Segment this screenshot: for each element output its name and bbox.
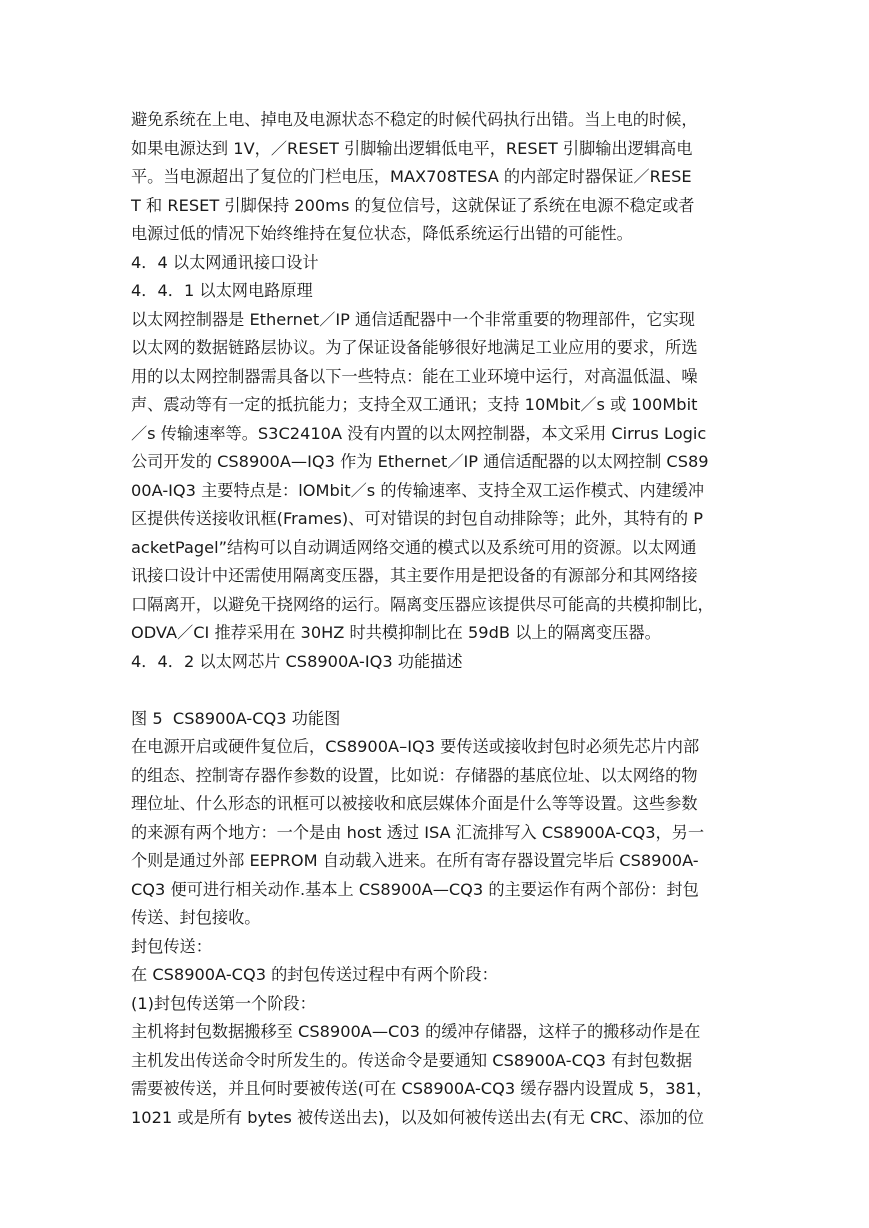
text-line: 个则是通过外部 EEPROM 自动载入进来。在所有寄存器设置完毕后 CS8900A- [131, 851, 699, 870]
section-heading [131, 249, 743, 278]
text-line: CQ3 便可进行相关动作.基本上 CS8900A—CQ3 的主要运作有两个部份：封包 [131, 879, 699, 899]
text-line: (1)封包传送第一个阶段： [131, 993, 316, 1013]
heading-text: 4．4 以太网通讯接口设计 [131, 252, 319, 272]
text-line: 以太网的数据链路层协议。为了保证设备能够很好地满足工业应用的要求，所选 [131, 338, 698, 357]
document-page [131, 106, 743, 1132]
text-line: 传送、封包接收。 [131, 908, 261, 927]
text-line: 口隔离开，以避免干挠网络的运行。隔离变压器应该提供尽可能高的共模抑制比， [131, 594, 714, 614]
text-line: 的来源有两个地方：一个是由 host 透过 ISA 汇流排写入 CS8900A-CQ3，另一 [131, 822, 705, 842]
caption-text: 图 5 CS8900A-CQ3 功能图 [131, 708, 341, 728]
text-line: 电源过低的情况下始终维持在复位状态，降低系统运行出错的可能性。 [131, 224, 633, 243]
text-line: 以太网控制器是 Ethernet／IP 通信适配器中一个非常重要的物理部件，它实现 [131, 309, 695, 329]
body-paragraph [131, 306, 743, 648]
text-line: 公司开发的 CS8900A—IQ3 作为 Ethernet／IP 通信适配器的以太网控制 CS89 [131, 452, 709, 471]
figure-placeholder [131, 676, 743, 705]
body-paragraph [131, 1018, 743, 1132]
text-line: 00A-IQ3 主要特点是：lOMbit／s 的传输速率、支持全双工运作模式、内建缓冲 [131, 480, 705, 500]
body-paragraph [131, 961, 743, 990]
text-line: 区提供传送接收讯框(Frames)、可对错误的封包自动排除等；此外，其特有的 P [131, 509, 704, 528]
subsection-heading [131, 648, 743, 677]
text-line: 用的以太网控制器需具备以下一些特点：能在工业环境中运行，对高温低温、噪 [131, 366, 698, 386]
text-line: acketPagel”结构可以自动调适网络交通的模式以及系统可用的资源。以太网通 [131, 537, 697, 557]
text-line: T 和 RESET 引脚保持 200ms 的复位信号，这就保证了系统在电源不稳定或者 [131, 195, 695, 215]
text-line: 的组态、控制寄存器作参数的设置，比如说：存储器的基底位址、以太网络的物 [131, 765, 698, 785]
heading-text: 4．4．1 以太网电路原理 [131, 281, 313, 300]
body-paragraph [131, 733, 743, 933]
text-line: 需要被传送，并且何时要被传送(可在 CS8900A-CQ3 缓存器内设置成 5，381， [131, 1079, 713, 1098]
body-paragraph [131, 990, 743, 1019]
text-line: 避免系统在上电、掉电及电源状态不稳定的时候代码执行出错。当上电的时候， [131, 110, 698, 129]
text-line: 在电源开启或硬件复位后，CS8900A–IQ3 要传送或接收封包时必须先芯片内部 [131, 737, 700, 756]
text-line: 如果电源达到 1V，／RESET 引脚输出逻辑低电平，RESET 引脚输出逻辑高电 [131, 138, 693, 158]
text-line: ODVA／CI 推荐采用在 30HZ 时共模抑制比在 59dB 以上的隔离变压器。 [131, 623, 661, 642]
heading-text: 4．4．2 以太网芯片 CS8900A-IQ3 功能描述 [131, 651, 463, 671]
figure-caption [131, 705, 743, 734]
body-paragraph [131, 933, 743, 962]
text-line: 理位址、什么形态的讯框可以被接收和底层媒体介面是什么等等设置。这些参数 [131, 794, 698, 813]
text-line: 主机将封包数据搬移至 CS8900A—C03 的缓冲存储器，这样子的搬移动作是在 [131, 1022, 701, 1041]
text-line: 讯接口设计中还需使用隔离变压器，其主要作用是把设备的有源部分和其网络接 [131, 566, 698, 585]
text-line: 1021 或是所有 bytes 被传送出去)，以及如何被传送出去(有无 CRC、添加的位 [131, 1107, 704, 1127]
text-line: 平。当电源超出了复位的门栏电压，MAX708TESA 的内部定时器保证／RESE [131, 167, 692, 186]
text-line: 封包传送： [131, 936, 212, 956]
text-line: 声、震动等有一定的抵抗能力；支持全双工通讯；支持 10Mbit／s 或 100Mbit [131, 395, 698, 414]
text-line: ／s 传输速率等。S3C2410A 没有内置的以太网控制器，本文采用 Cirrus Logic [131, 423, 707, 443]
text-line: 在 CS8900A-CQ3 的封包传送过程中有两个阶段： [131, 965, 498, 984]
subsection-heading [131, 277, 743, 306]
body-paragraph [131, 106, 743, 249]
text-line: 主机发出传送命令时所发生的。传送命令是要通知 CS8900A-CQ3 有封包数据 [131, 1050, 693, 1070]
